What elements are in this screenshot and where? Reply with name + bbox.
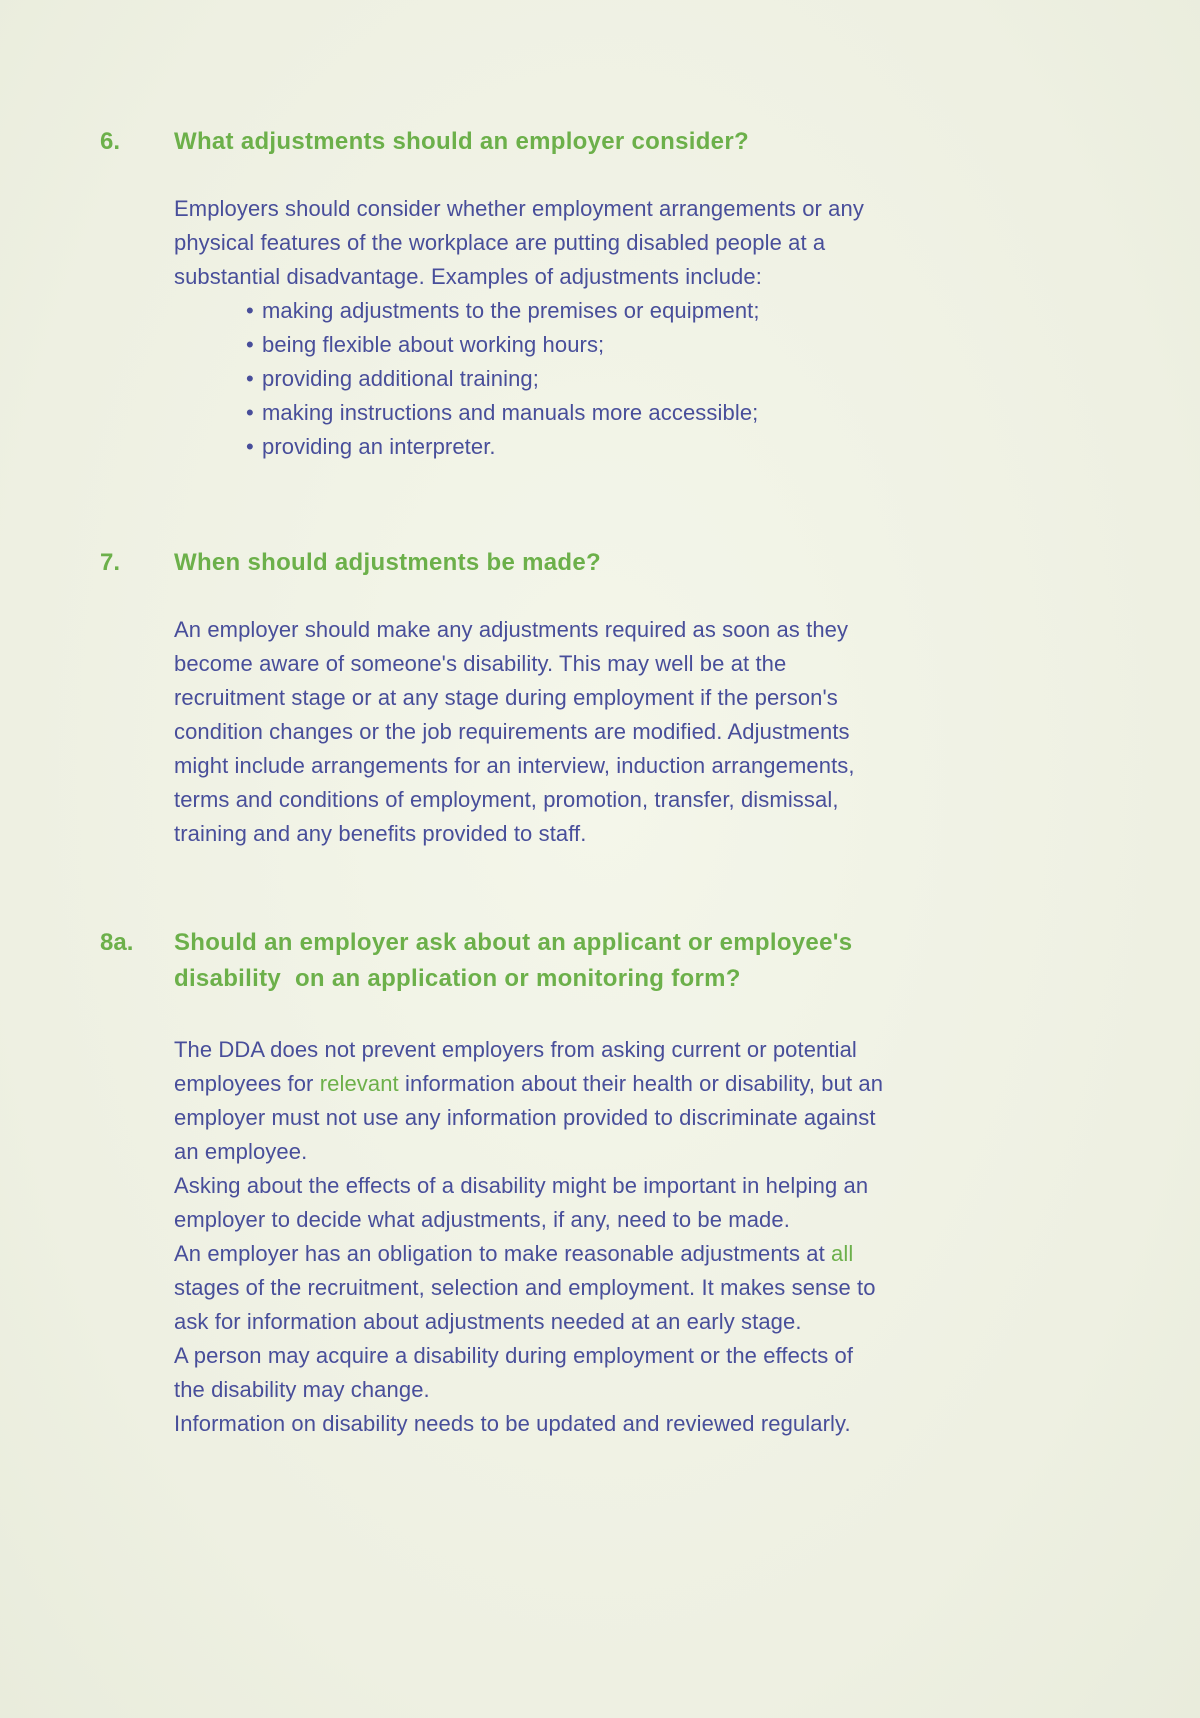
- section-8a-question-line: disability on an application or monitoring form?: [174, 965, 741, 992]
- section-7-line: terms and conditions of employment, promotion, transfer, dismissal,: [174, 787, 839, 812]
- bullet-icon: •: [246, 400, 254, 425]
- section-6-intro-line: substantial disadvantage. Examples of adjustments include:: [174, 264, 762, 289]
- list-item: [246, 362, 1104, 396]
- section-8a-line: stages of the recruitment, selection and employment. It makes sense to: [174, 1275, 876, 1300]
- section-8a: [0, 925, 1200, 1436]
- text-span: employees for: [174, 1071, 320, 1096]
- highlighted-word: relevant: [319, 1071, 399, 1096]
- section-8a-line: an employee.: [174, 1139, 308, 1164]
- list-item-text: making adjustments to the premises or equipment;: [262, 298, 760, 323]
- section-8a-line: [174, 1237, 1104, 1271]
- section-8a-line: Asking about the effects of a disability might be important in helping an: [174, 1173, 869, 1198]
- list-item-text: providing an interpreter.: [262, 434, 496, 459]
- highlighted-word: all: [831, 1241, 854, 1266]
- adjustments-list: [174, 294, 1104, 464]
- section-6-heading: [0, 124, 1200, 160]
- section-8a-line: The DDA does not prevent employers from asking current or potential: [174, 1037, 857, 1062]
- list-item: [246, 328, 1104, 362]
- section-8a-body: [174, 1033, 1104, 1441]
- section-8a-heading: [0, 925, 1200, 1001]
- section-7-heading: [0, 545, 1200, 581]
- section-8a-question-line: Should an employer ask about an applicant or employee's: [174, 929, 853, 956]
- bullet-icon: •: [246, 298, 254, 323]
- list-item-text: being flexible about working hours;: [262, 332, 605, 357]
- section-6-body: [174, 192, 1104, 464]
- section-6-intro-line: Employers should consider whether employment arrangements or any: [174, 196, 864, 221]
- section-8a-line: A person may acquire a disability during employment or the effects of: [174, 1343, 854, 1368]
- section-7-line: become aware of someone's disability. This may well be at the: [174, 651, 787, 676]
- section-7-line: recruitment stage or at any stage during employment if the person's: [174, 685, 838, 710]
- section-6-intro-line: physical features of the workplace are putting disabled people at a: [174, 230, 826, 255]
- list-item: [246, 294, 1104, 328]
- section-7-number: 7.: [100, 549, 121, 576]
- bullet-icon: •: [246, 332, 254, 357]
- section-8a-line: the disability may change.: [174, 1377, 430, 1402]
- text-span: information about their health or disability, but an: [398, 1071, 884, 1096]
- section-8a-line: employer must not use any information provided to discriminate against: [174, 1105, 876, 1130]
- section-7-line: An employer should make any adjustments required as soon as they: [174, 617, 849, 642]
- section-8a-line: [174, 1067, 1104, 1101]
- section-8a-number: 8a.: [100, 929, 134, 956]
- section-7-line: training and any benefits provided to staff.: [174, 821, 587, 846]
- list-item: [246, 430, 1104, 464]
- section-8a-question: [174, 925, 1074, 997]
- list-item-text: making instructions and manuals more accessible;: [262, 400, 759, 425]
- list-item-text: providing additional training;: [262, 366, 539, 391]
- section-8a-line: Information on disability needs to be updated and reviewed regularly.: [174, 1411, 851, 1436]
- section-7-line: might include arrangements for an interview, induction arrangements,: [174, 753, 855, 778]
- bullet-icon: •: [246, 434, 254, 459]
- section-7-body: [174, 613, 1104, 851]
- section-7-question: When should adjustments be made?: [174, 549, 601, 576]
- section-8a-line: employer to decide what adjustments, if any, need to be made.: [174, 1207, 790, 1232]
- section-7: [0, 545, 1200, 846]
- section-8a-line: ask for information about adjustments needed at an early stage.: [174, 1309, 802, 1334]
- section-6-question: What adjustments should an employer consider?: [174, 128, 749, 155]
- bullet-icon: •: [246, 366, 254, 391]
- list-item: [246, 396, 1104, 430]
- text-span: An employer has an obligation to make reasonable adjustments at: [174, 1241, 832, 1266]
- section-6-number: 6.: [100, 128, 121, 155]
- section-7-line: condition changes or the job requirements are modified. Adjustments: [174, 719, 850, 744]
- section-6: [0, 124, 1200, 459]
